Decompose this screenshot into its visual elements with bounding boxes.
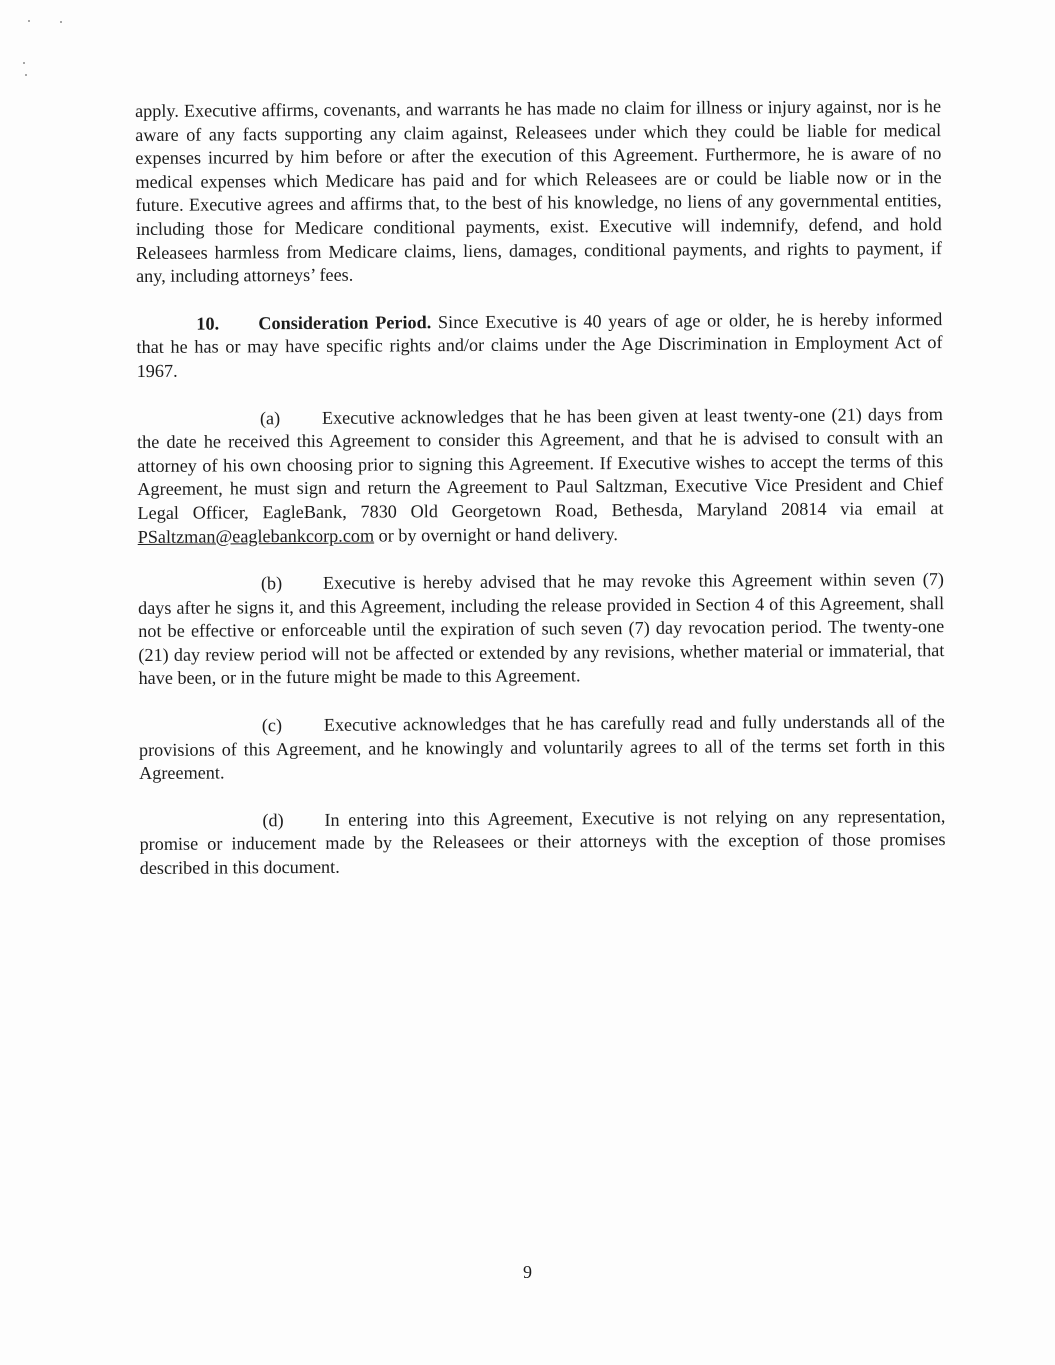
subsection-label: (d) <box>262 809 284 831</box>
subsection-c <box>139 710 945 786</box>
subsection-text-continued: or by overnight or hand delivery. <box>378 523 618 546</box>
scan-speck <box>28 20 30 22</box>
subsection-text: Executive acknowledges that he has carefully read and fully understands all of the provisions of this Agreement, and he knowingly and voluntarily agrees to all of the terms set forth in this Agreement. <box>138 711 946 784</box>
subsection-b <box>138 568 945 691</box>
subsection-d <box>139 805 945 881</box>
subsection-text: Executive acknowledges that he has been given at least twenty-one (21) days from the date he received this Agreement to consider this Agreement, and that he is advised to consult with an attorney of his own choosing prior to signing this Agreement. If Executive wishes to accept the terms of this Agreement, he must sign and return the Agreement to Paul Saltzman, Executive Vice President and Chief Legal Officer, EagleBank, 7830 Old Georgetown Road, Bethesda, Maryland 20814 via email at <box>137 403 944 523</box>
document-body <box>135 95 946 905</box>
section-10-paragraph <box>136 308 942 384</box>
subsection-text: Executive is hereby advised that he may revoke this Agreement within seven (7) days after he signs it, and this Agreement, including the release provided in Section 4 of this Agreement, shall not be effective or enforceable until the expiration of such seven (7) day revocation period. The twenty-one (21) day review period will not be affected or extended by any revisions, whether material or immaterial, that have been, or in the future might be made to this Agreement. <box>138 569 945 689</box>
subsection-label: (c) <box>261 715 283 736</box>
subsection-label: (a) <box>259 407 281 428</box>
section-number: 10. <box>196 313 220 334</box>
opening-paragraph: apply. Executive affirms, covenants, and warrants he has made no claim for illness or injury against, nor is he aware of any facts supporting any claim against, Releasees under which they could be liable for medical expenses incurred by him before or after the execution of this Agreement. Furthermore, he is aware of no medical expenses which Medicare has paid and for which Releasees are or could be liable now or in the future. Executive agrees and affirms that, to the best of his knowledge, no liens of any governmental entities, including those for Medicare conditional payments, exist. Executive will indemnify, defend, and hold Releasees harmless from Medicare claims, liens, damages, conditional payments, and rights to payment, if any, including attorneys’ fees. <box>135 96 942 287</box>
scan-speck <box>60 21 62 23</box>
page-number: 9 <box>523 1262 532 1282</box>
subsection-a <box>137 403 944 549</box>
subsection-label: (b) <box>260 573 283 594</box>
subsection-text: In entering into this Agreement, Executive is not relying on any representation, promise or inducement made by the Releasees or their attorneys with the exception of those promises described in this document. <box>139 805 946 879</box>
scan-speck <box>25 74 27 76</box>
email-link[interactable]: PSaltzman@eaglebankcorp.com <box>137 525 375 547</box>
section-title: Consideration Period. <box>258 311 432 334</box>
scan-speck <box>23 62 25 64</box>
section-text: Since Executive is 40 years of age or older, he is hereby informed that he has or may have specific rights and/or claims under the Age Discrimination in Employment Act of 1967. <box>136 308 943 381</box>
